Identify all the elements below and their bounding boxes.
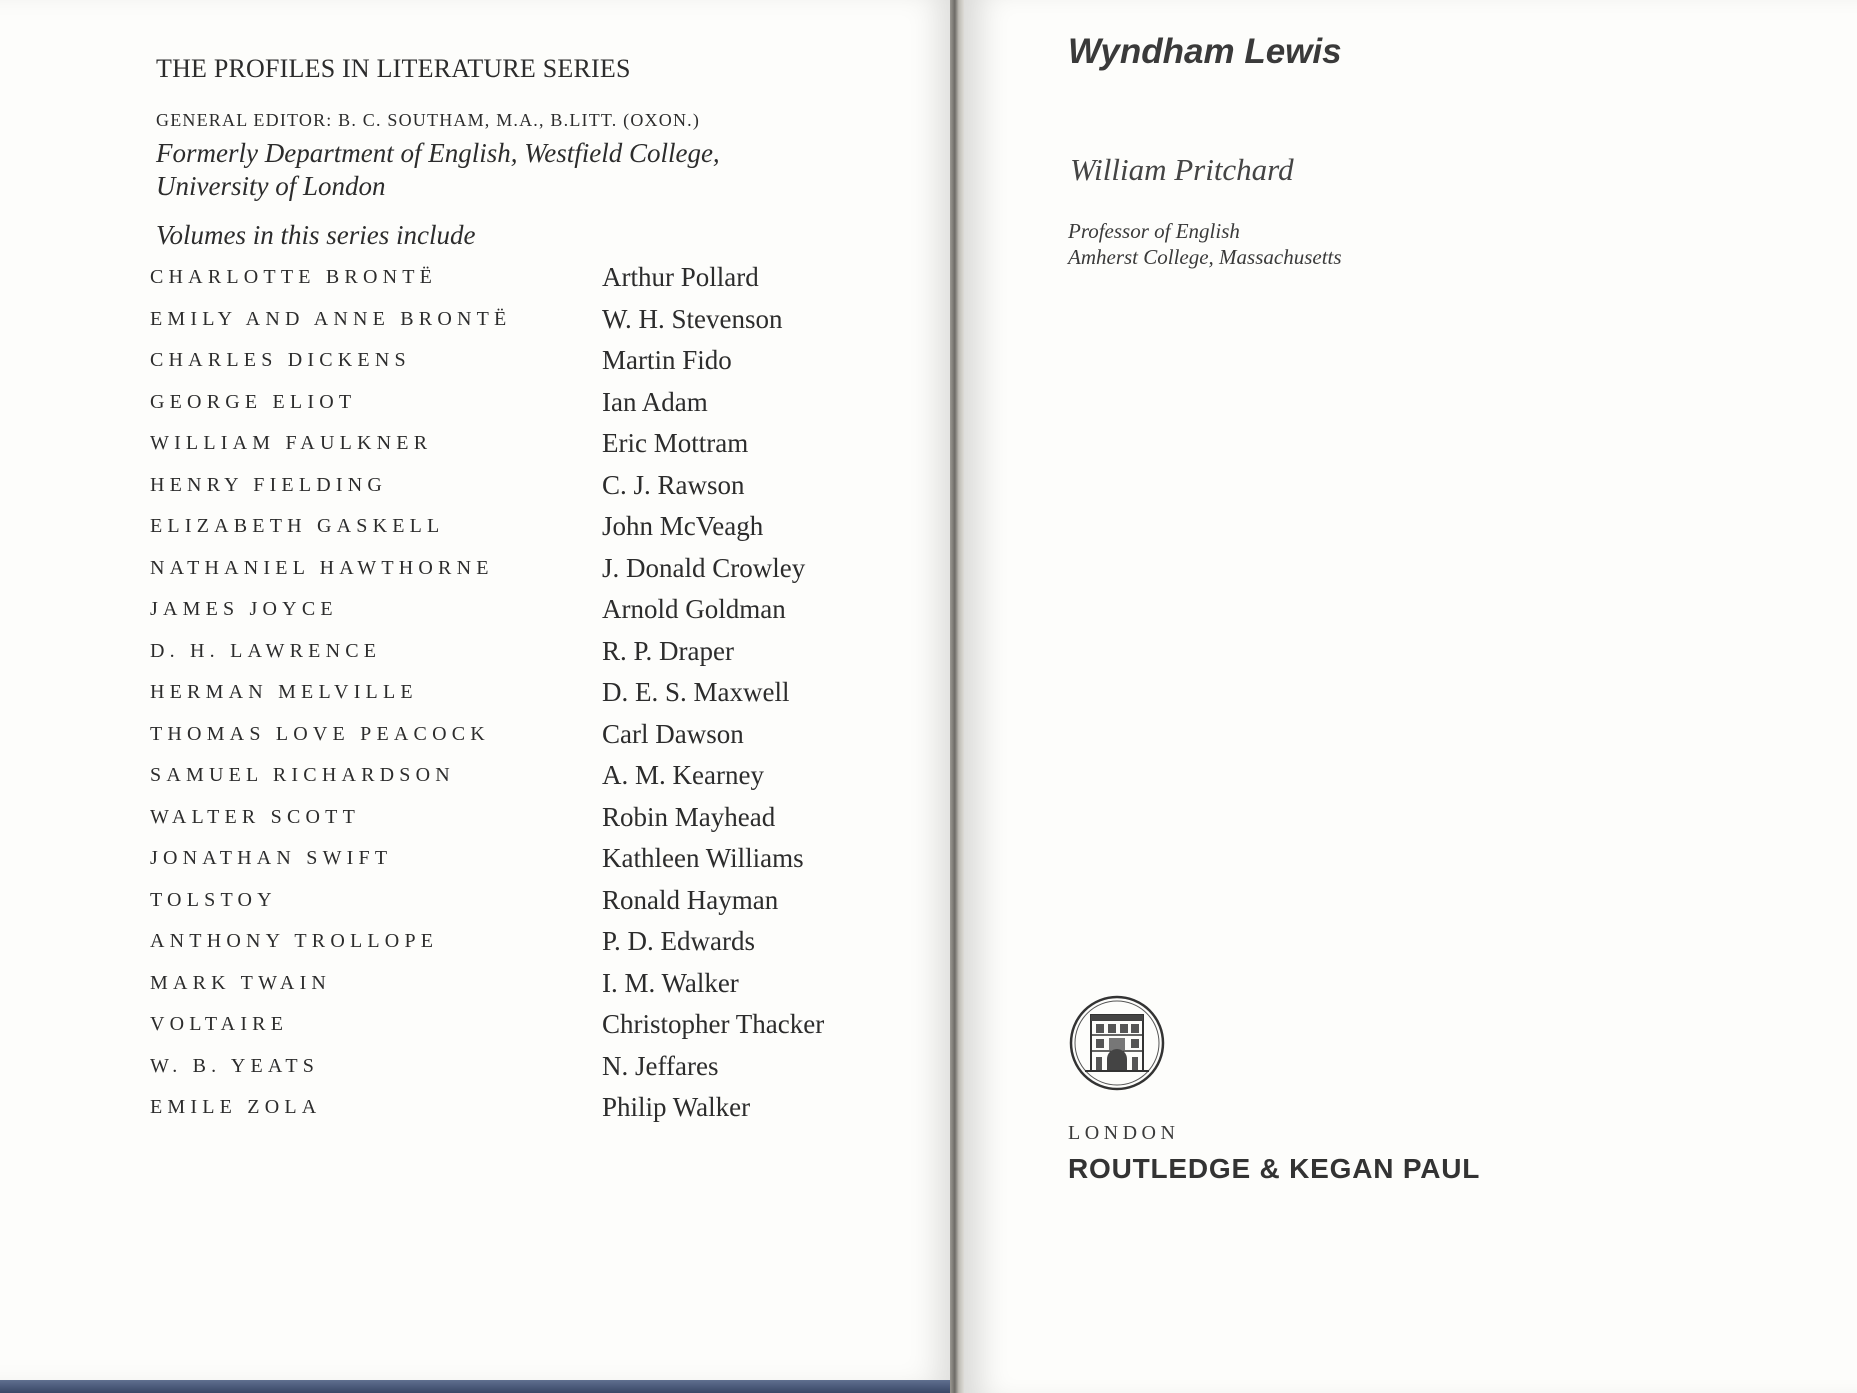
- volume-subject: JAMES JOYCE: [150, 598, 338, 620]
- volume-subject: WALTER SCOTT: [150, 805, 360, 828]
- author-affiliation: Amherst College, Massachusetts: [1068, 245, 1342, 269]
- volume-author: Arnold Goldman: [602, 594, 786, 624]
- volume-subject: W. B. YEATS: [150, 1054, 320, 1077]
- volume-author: I. M. Walker: [602, 967, 739, 998]
- volume-author: W. H. Stevenson: [602, 303, 783, 334]
- volume-author: N. Jeffares: [602, 1050, 719, 1081]
- volume-subject: TOLSTOY: [150, 888, 277, 911]
- general-editor: GENERAL EDITOR: B. C. SOUTHAM, M.A., B.LITT. (OXON.): [156, 110, 701, 130]
- volume-subject: SAMUEL RICHARDSON: [150, 764, 455, 786]
- volume-subject: D. H. LAWRENCE: [150, 639, 382, 662]
- volume-row: [150, 304, 870, 346]
- volume-subject: HENRY FIELDING: [150, 473, 388, 496]
- volume-list: [150, 262, 870, 1134]
- volume-row: [150, 470, 870, 512]
- volume-author: Ian Adam: [602, 386, 708, 417]
- volume-author: Robin Mayhead: [602, 801, 776, 832]
- publisher-building-emblem-icon: [1069, 995, 1165, 1091]
- volume-row: [150, 594, 870, 636]
- volume-subject: JONATHAN SWIFT: [150, 847, 393, 869]
- volume-row: [150, 553, 870, 595]
- volume-author: John McVeagh: [602, 511, 764, 541]
- volume-subject: VOLTAIRE: [150, 1013, 289, 1035]
- volume-row: [150, 719, 870, 761]
- volume-author: Christopher Thacker: [602, 1009, 825, 1039]
- volumes-intro: Volumes in this series include: [156, 220, 476, 250]
- volume-row: [150, 802, 870, 844]
- volume-row: [150, 636, 870, 678]
- volume-row: [150, 760, 870, 802]
- volume-row: [150, 428, 870, 470]
- volume-author: J. Donald Crowley: [602, 552, 806, 583]
- volume-author: Carl Dawson: [602, 718, 744, 749]
- volume-author: P. D. Edwards: [602, 926, 755, 956]
- volume-author: R. P. Draper: [602, 635, 734, 666]
- volume-author: D. E. S. Maxwell: [602, 677, 790, 707]
- volume-subject: ANTHONY TROLLOPE: [150, 930, 439, 952]
- volume-subject: CHARLOTTE BRONTË: [150, 266, 438, 288]
- volume-author: Philip Walker: [602, 1092, 751, 1122]
- volume-row: [150, 1051, 870, 1093]
- volume-subject: MARK TWAIN: [150, 971, 332, 994]
- volume-row: [150, 926, 870, 968]
- volume-row: [150, 1092, 870, 1134]
- volume-author: Arthur Pollard: [602, 262, 759, 292]
- volume-row: [150, 387, 870, 429]
- volume-subject: WILLIAM FAULKNER: [150, 432, 433, 454]
- cover-cloth-edge: [0, 1380, 952, 1393]
- volume-row: [150, 345, 870, 387]
- volume-subject: CHARLES DICKENS: [150, 349, 411, 371]
- volume-subject: EMILE ZOLA: [150, 1096, 322, 1118]
- volume-row: [150, 1009, 870, 1051]
- publisher-name: ROUTLEDGE & KEGAN PAUL: [1068, 1153, 1481, 1184]
- volume-subject: GEORGE ELIOT: [150, 390, 357, 413]
- publisher-city: LONDON: [1068, 1122, 1180, 1144]
- volume-row: [150, 262, 870, 304]
- volume-author: Eric Mottram: [602, 428, 749, 458]
- volume-row: [150, 677, 870, 719]
- volume-row: [150, 511, 870, 553]
- volume-subject: EMILY AND ANNE BRONTË: [150, 307, 512, 330]
- volume-subject: THOMAS LOVE PEACOCK: [150, 722, 490, 745]
- volume-row: [150, 968, 870, 1010]
- volume-author: C. J. Rawson: [602, 469, 745, 500]
- book-title: Wyndham Lewis: [1068, 32, 1342, 71]
- volume-author: Martin Fido: [602, 345, 732, 375]
- volume-row: [150, 843, 870, 885]
- volume-author: Kathleen Williams: [602, 843, 804, 873]
- editor-affiliation: Formerly Department of English, Westfield College, University of London: [156, 138, 720, 201]
- volume-subject: NATHANIEL HAWTHORNE: [150, 556, 494, 579]
- volume-author: Ronald Hayman: [602, 884, 779, 915]
- book-author: William Pritchard: [1070, 152, 1294, 187]
- volume-author: A. M. Kearney: [602, 760, 764, 790]
- author-role: Professor of English: [1068, 219, 1240, 243]
- volume-subject: HERMAN MELVILLE: [150, 681, 418, 703]
- volume-row: [150, 885, 870, 927]
- volume-subject: ELIZABETH GASKELL: [150, 515, 445, 537]
- series-title: THE PROFILES IN LITERATURE SERIES: [156, 54, 631, 83]
